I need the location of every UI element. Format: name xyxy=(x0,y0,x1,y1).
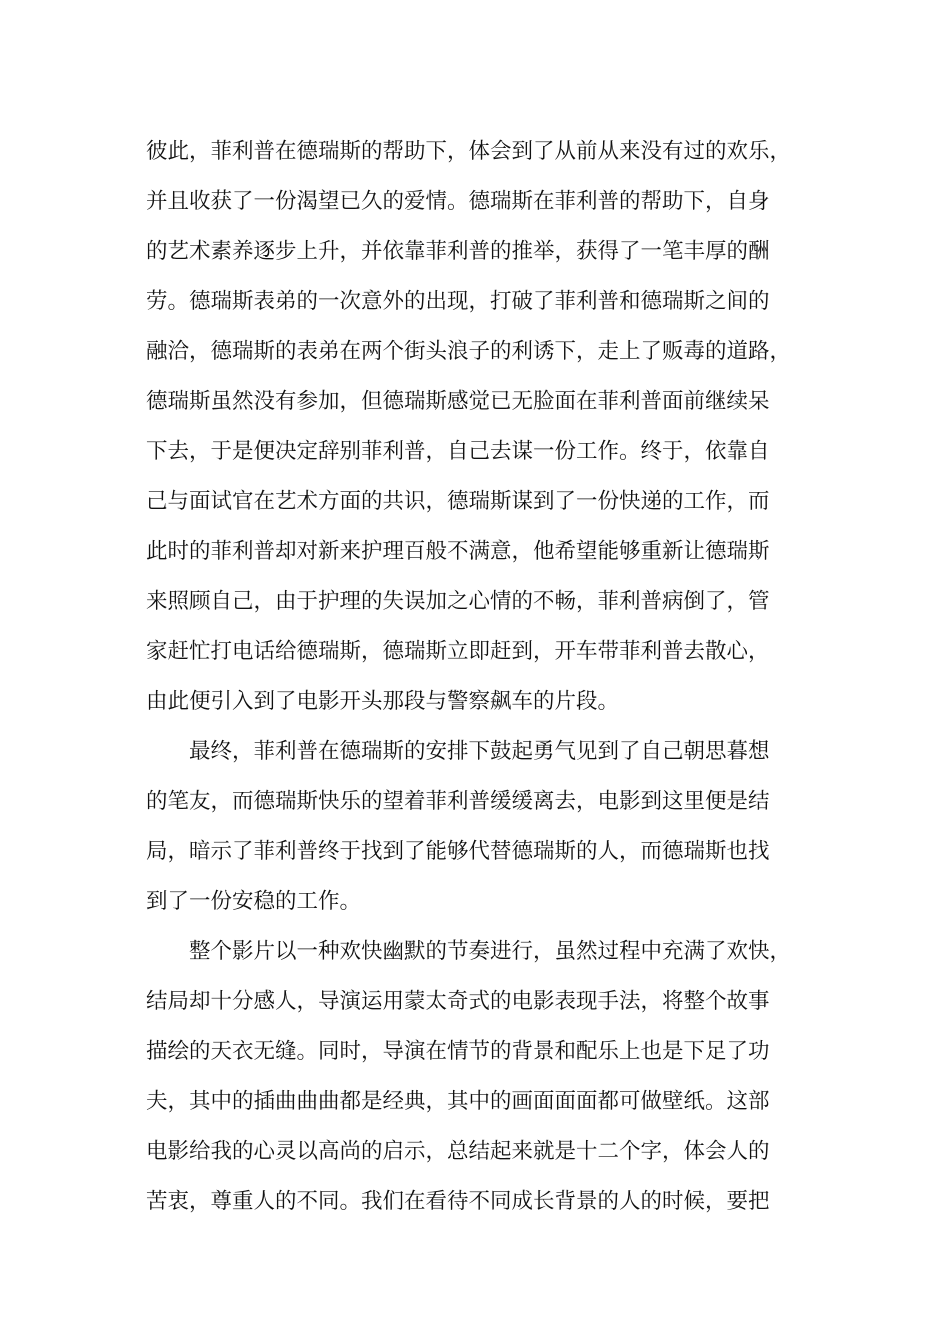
text-line: 德瑞斯虽然没有参加，但德瑞斯感觉已无脸面在菲利普面前继续呆 xyxy=(146,389,770,414)
text-line: 局，暗示了菲利普终于找到了能够代替德瑞斯的人，而德瑞斯也找 xyxy=(146,839,770,864)
text-line: 由此便引入到了电影开头那段与警察飙车的片段。 xyxy=(146,689,620,714)
text-line: 来照顾自己，由于护理的失误加之心情的不畅，菲利普病倒了，管 xyxy=(146,589,770,614)
text-line: 苦衷，尊重人的不同。我们在看待不同成长背景的人的时候，要把 xyxy=(146,1189,770,1214)
text-line: 整个影片以一种欢快幽默的节奏进行，虽然过程中充满了欢快， xyxy=(146,939,792,964)
text-line: 电影给我的心灵以高尚的启示，总结起来就是十二个字，体会人的 xyxy=(146,1139,770,1164)
text-line: 彼此，菲利普在德瑞斯的帮助下，体会到了从前从来没有过的欢乐， xyxy=(146,139,792,164)
text-line: 夫，其中的插曲曲曲都是经典，其中的画面面面都可做壁纸。这部 xyxy=(146,1089,770,1114)
text-line: 最终，菲利普在德瑞斯的安排下鼓起勇气见到了自己朝思暮想 xyxy=(146,739,770,764)
text-line: 此时的菲利普却对新来护理百般不满意，他希望能够重新让德瑞斯 xyxy=(146,539,770,564)
text-line: 己与面试官在艺术方面的共识，德瑞斯谋到了一份快递的工作，而 xyxy=(146,489,770,514)
text-line: 的笔友，而德瑞斯快乐的望着菲利普缓缓离去，电影到这里便是结 xyxy=(146,789,770,814)
text-line: 家赶忙打电话给德瑞斯，德瑞斯立即赶到，开车带菲利普去散心， xyxy=(146,639,770,664)
text-line: 到了一份安稳的工作。 xyxy=(146,889,362,914)
text-line: 的艺术素养逐步上升，并依靠菲利普的推举，获得了一笔丰厚的酬 xyxy=(146,239,770,264)
text-line: 结局却十分感人，导演运用蒙太奇式的电影表现手法，将整个故事 xyxy=(146,989,770,1014)
text-line: 下去，于是便决定辞别菲利普，自己去谋一份工作。终于，依靠自 xyxy=(146,439,770,464)
body-text xyxy=(146,127,826,1227)
text-line: 描绘的天衣无缝。同时，导演在情节的背景和配乐上也是下足了功 xyxy=(146,1039,770,1064)
text-line: 融洽，德瑞斯的表弟在两个街头浪子的利诱下，走上了贩毒的道路， xyxy=(146,339,792,364)
text-line: 劳。德瑞斯表弟的一次意外的出现，打破了菲利普和德瑞斯之间的 xyxy=(146,289,770,314)
text-line: 并且收获了一份渴望已久的爱情。德瑞斯在菲利普的帮助下，自身 xyxy=(146,189,770,214)
